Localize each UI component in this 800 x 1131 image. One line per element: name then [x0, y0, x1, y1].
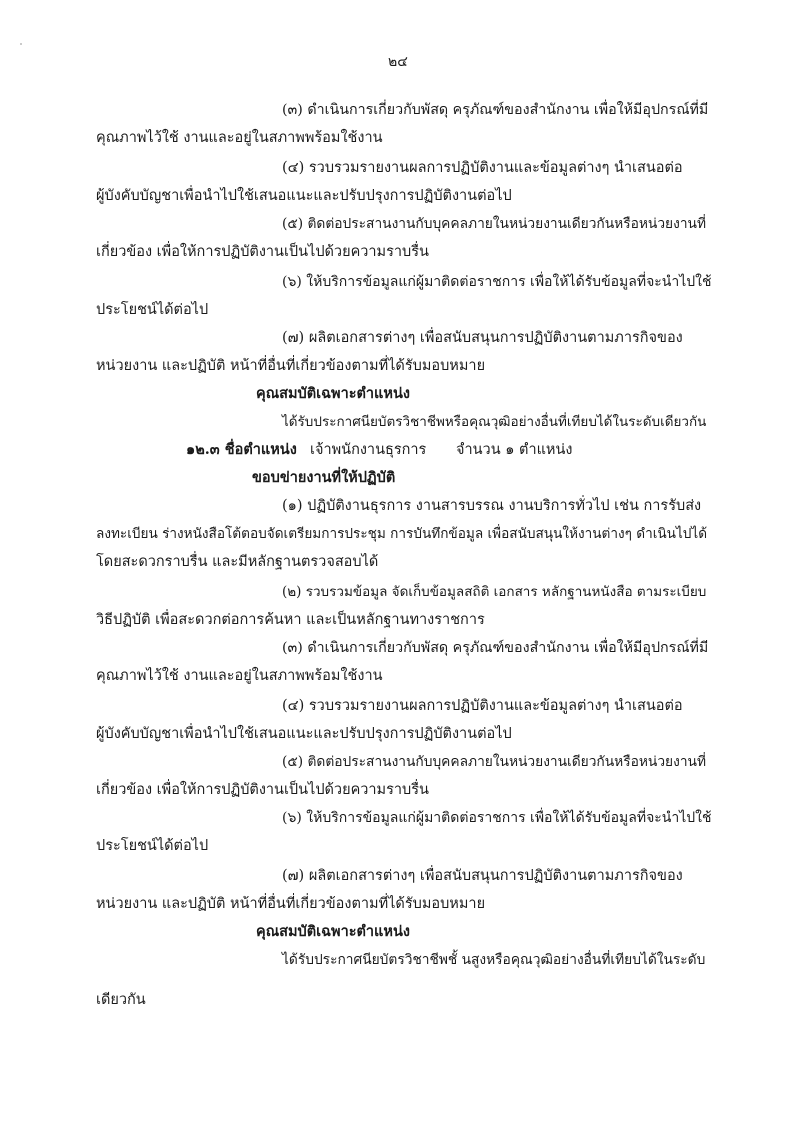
qualification-text-2-cont: เดียวกัน — [96, 992, 146, 1008]
duty-item-2: (๒) รวบรวมข้อมูล จัดเก็บข้อมูลสถิติ เอกสาร หลักฐานหนังสือ ตามระเบียบ — [282, 584, 707, 600]
duty-item-3-cont: คุณภาพไว้ใช้ งานและอยู่ในสภาพพร้อมใช้งาน — [96, 130, 383, 146]
duty-item-4b: (๔) รวบรวมรายงานผลการปฏิบัติงานและข้อมูลต่างๆ นำเสนอต่อ — [282, 698, 683, 714]
duty-item-7b: (๗) ผลิตเอกสารต่างๆ เพื่อสนับสนุนการปฏิบัติงานตามภารกิจของ — [282, 868, 683, 884]
duty-item-7b-cont: หน่วยงาน และปฏิบัติ หน้าที่อื่นที่เกี่ยวข้องตามที่ได้รับมอบหมาย — [96, 896, 486, 912]
position-heading: ๑๒.๓ ชื่อตำแหน่ง — [186, 441, 297, 458]
duty-item-4: (๔) รวบรวมรายงานผลการปฏิบัติงานและข้อมูลต่างๆ นำเสนอต่อ — [282, 160, 683, 176]
duty-item-5-cont: เกี่ยวข้อง เพื่อให้การปฏิบัติงานเป็นไปด้วยความราบรื่น — [96, 244, 429, 260]
qualification-text-2: ได้รับประกาศนียบัตรวิชาชีพชั้ นสูงหรือคุณวุฒิอย่างอื่นที่เทียบได้ในระดับ — [282, 952, 706, 968]
duty-item-5b-cont: เกี่ยวข้อง เพื่อให้การปฏิบัติงานเป็นไปด้วยความราบรื่น — [96, 782, 429, 798]
duty-item-1: (๑) ปฏิบัติงานธุรการ งานสารบรรณ งานบริการทั่วไป เช่น การรับส่ง — [282, 498, 702, 514]
duty-item-5: (๕) ติดต่อประสานงานกับบุคคลภายในหน่วยงานเดียวกันหรือหน่วยงานที่ — [282, 216, 707, 232]
duty-item-3: (๓) ดำเนินการเกี่ยวกับพัสดุ ครุภัณฑ์ของสำนักงาน เพื่อให้มีอุปกรณ์ที่มี — [282, 102, 709, 118]
duty-item-3b: (๓) ดำเนินการเกี่ยวกับพัสดุ ครุภัณฑ์ของสำนักงาน เพื่อให้มีอุปกรณ์ที่มี — [282, 640, 709, 656]
page-number: ๒๔ — [388, 54, 408, 70]
duty-item-7: (๗) ผลิตเอกสารต่างๆ เพื่อสนับสนุนการปฏิบัติงานตามภารกิจของ — [282, 330, 683, 346]
duty-item-6-cont: ประโยชน์ได้ต่อไป — [96, 302, 209, 318]
duty-item-5b: (๕) ติดต่อประสานงานกับบุคคลภายในหน่วยงานเดียวกันหรือหน่วยงานที่ — [282, 754, 707, 770]
qualification-text: ได้รับประกาศนียบัตรวิชาชีพหรือคุณวุฒิอย่างอื่นที่เทียบได้ในระดับเดียวกัน — [282, 414, 707, 430]
duty-item-4b-cont: ผู้บังคับบัญชาเพื่อนำไปใช้เสนอแนะและปรับปรุงการปฏิบัติงานต่อไป — [96, 726, 512, 742]
qualification-heading-2: คุณสมบัติเฉพาะตำแหน่ง — [256, 923, 410, 940]
duty-item-3b-cont: คุณภาพไว้ใช้ งานและอยู่ในสภาพพร้อมใช้งาน — [96, 668, 383, 684]
duty-item-6b-cont: ประโยชน์ได้ต่อไป — [96, 838, 209, 854]
scope-heading: ขอบข่ายงานที่ให้ปฏิบัติ — [252, 469, 396, 486]
position-count: จำนวน ๑ ตำแหน่ง — [456, 442, 573, 458]
duty-item-1-cont: ลงทะเบียน ร่างหนังสือโต้ตอบจัดเตรียมการประชุม การบันทึกข้อมูล เพื่อสนับสนุนให้งานต่างๆ ดำเนินไปได้ — [96, 526, 708, 542]
duty-item-2-cont: วิธีปฏิบัติ เพื่อสะดวกต่อการค้นหา และเป็นหลักฐานทางราชการ — [96, 612, 485, 628]
duty-item-6b: (๖) ให้บริการข้อมูลแก่ผู้มาติดต่อราชการ เพื่อให้ได้รับข้อมูลที่จะนำไปใช้ — [282, 810, 712, 826]
scan-speck — [20, 43, 22, 45]
duty-item-7-cont: หน่วยงาน และปฏิบัติ หน้าที่อื่นที่เกี่ยวข้องตามที่ได้รับมอบหมาย — [96, 358, 486, 374]
qualification-heading: คุณสมบัติเฉพาะตำแหน่ง — [256, 385, 410, 402]
duty-item-1-cont2: โดยสะดวกราบรื่น และมีหลักฐานตรวจสอบได้ — [96, 554, 379, 570]
position-title: เจ้าพนักงานธุรการ — [310, 442, 427, 458]
duty-item-4-cont: ผู้บังคับบัญชาเพื่อนำไปใช้เสนอแนะและปรับปรุงการปฏิบัติงานต่อไป — [96, 188, 512, 204]
duty-item-6: (๖) ให้บริการข้อมูลแก่ผู้มาติดต่อราชการ เพื่อให้ได้รับข้อมูลที่จะนำไปใช้ — [282, 274, 712, 290]
